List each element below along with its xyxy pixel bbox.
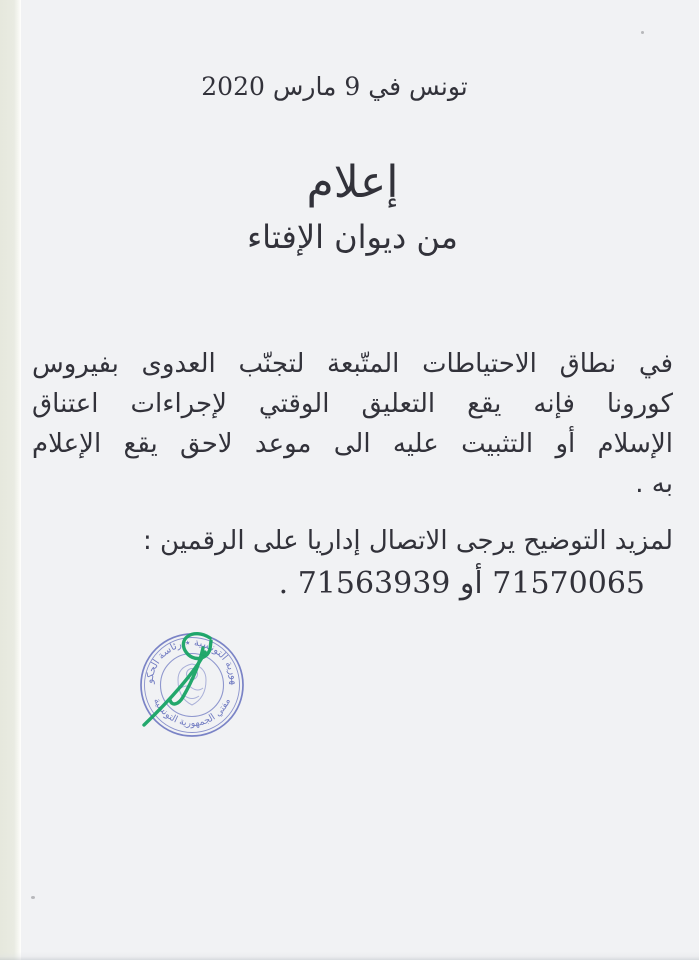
- paper-edge-strip: [0, 0, 21, 960]
- body-line: كورونا فإنه يقع التعليق الوقتي لإجراءات اعتناق: [32, 389, 673, 419]
- contact-line: لمزيد التوضيح يرجى الاتصال إداريا على الرقمين :: [142, 526, 673, 556]
- official-stamp: [107, 600, 277, 770]
- body-paragraph: [20, 344, 673, 504]
- stamp-inner-ring: [161, 654, 224, 717]
- contact-paragraph: [20, 520, 673, 606]
- body-line: به .: [635, 469, 673, 499]
- body-line: في نطاق الاحتياطات المتّبعة لتجنّب العدوى بفيروس: [32, 349, 673, 379]
- stamp-top-arc-label: هورية التونسية ٭ رئاسة الحكو: [144, 637, 240, 686]
- stamp-bottom-arc-label: مفتي الجمهورية التونسية: [151, 696, 233, 730]
- announcement-title: إعلام: [306, 157, 399, 208]
- official-stamp-graphic: [107, 600, 277, 770]
- body-line: الإسلام أو التثبيت عليه الى موعد لاحق يقع الإعلام: [32, 429, 673, 459]
- date-line: تونس في 9 مارس 2020: [201, 72, 468, 101]
- document-page: [20, 0, 699, 960]
- announcement-subtitle: من ديوان الإفتاء: [247, 218, 458, 256]
- phone-numbers-line: 71570065 أو 71563939 .: [278, 566, 645, 601]
